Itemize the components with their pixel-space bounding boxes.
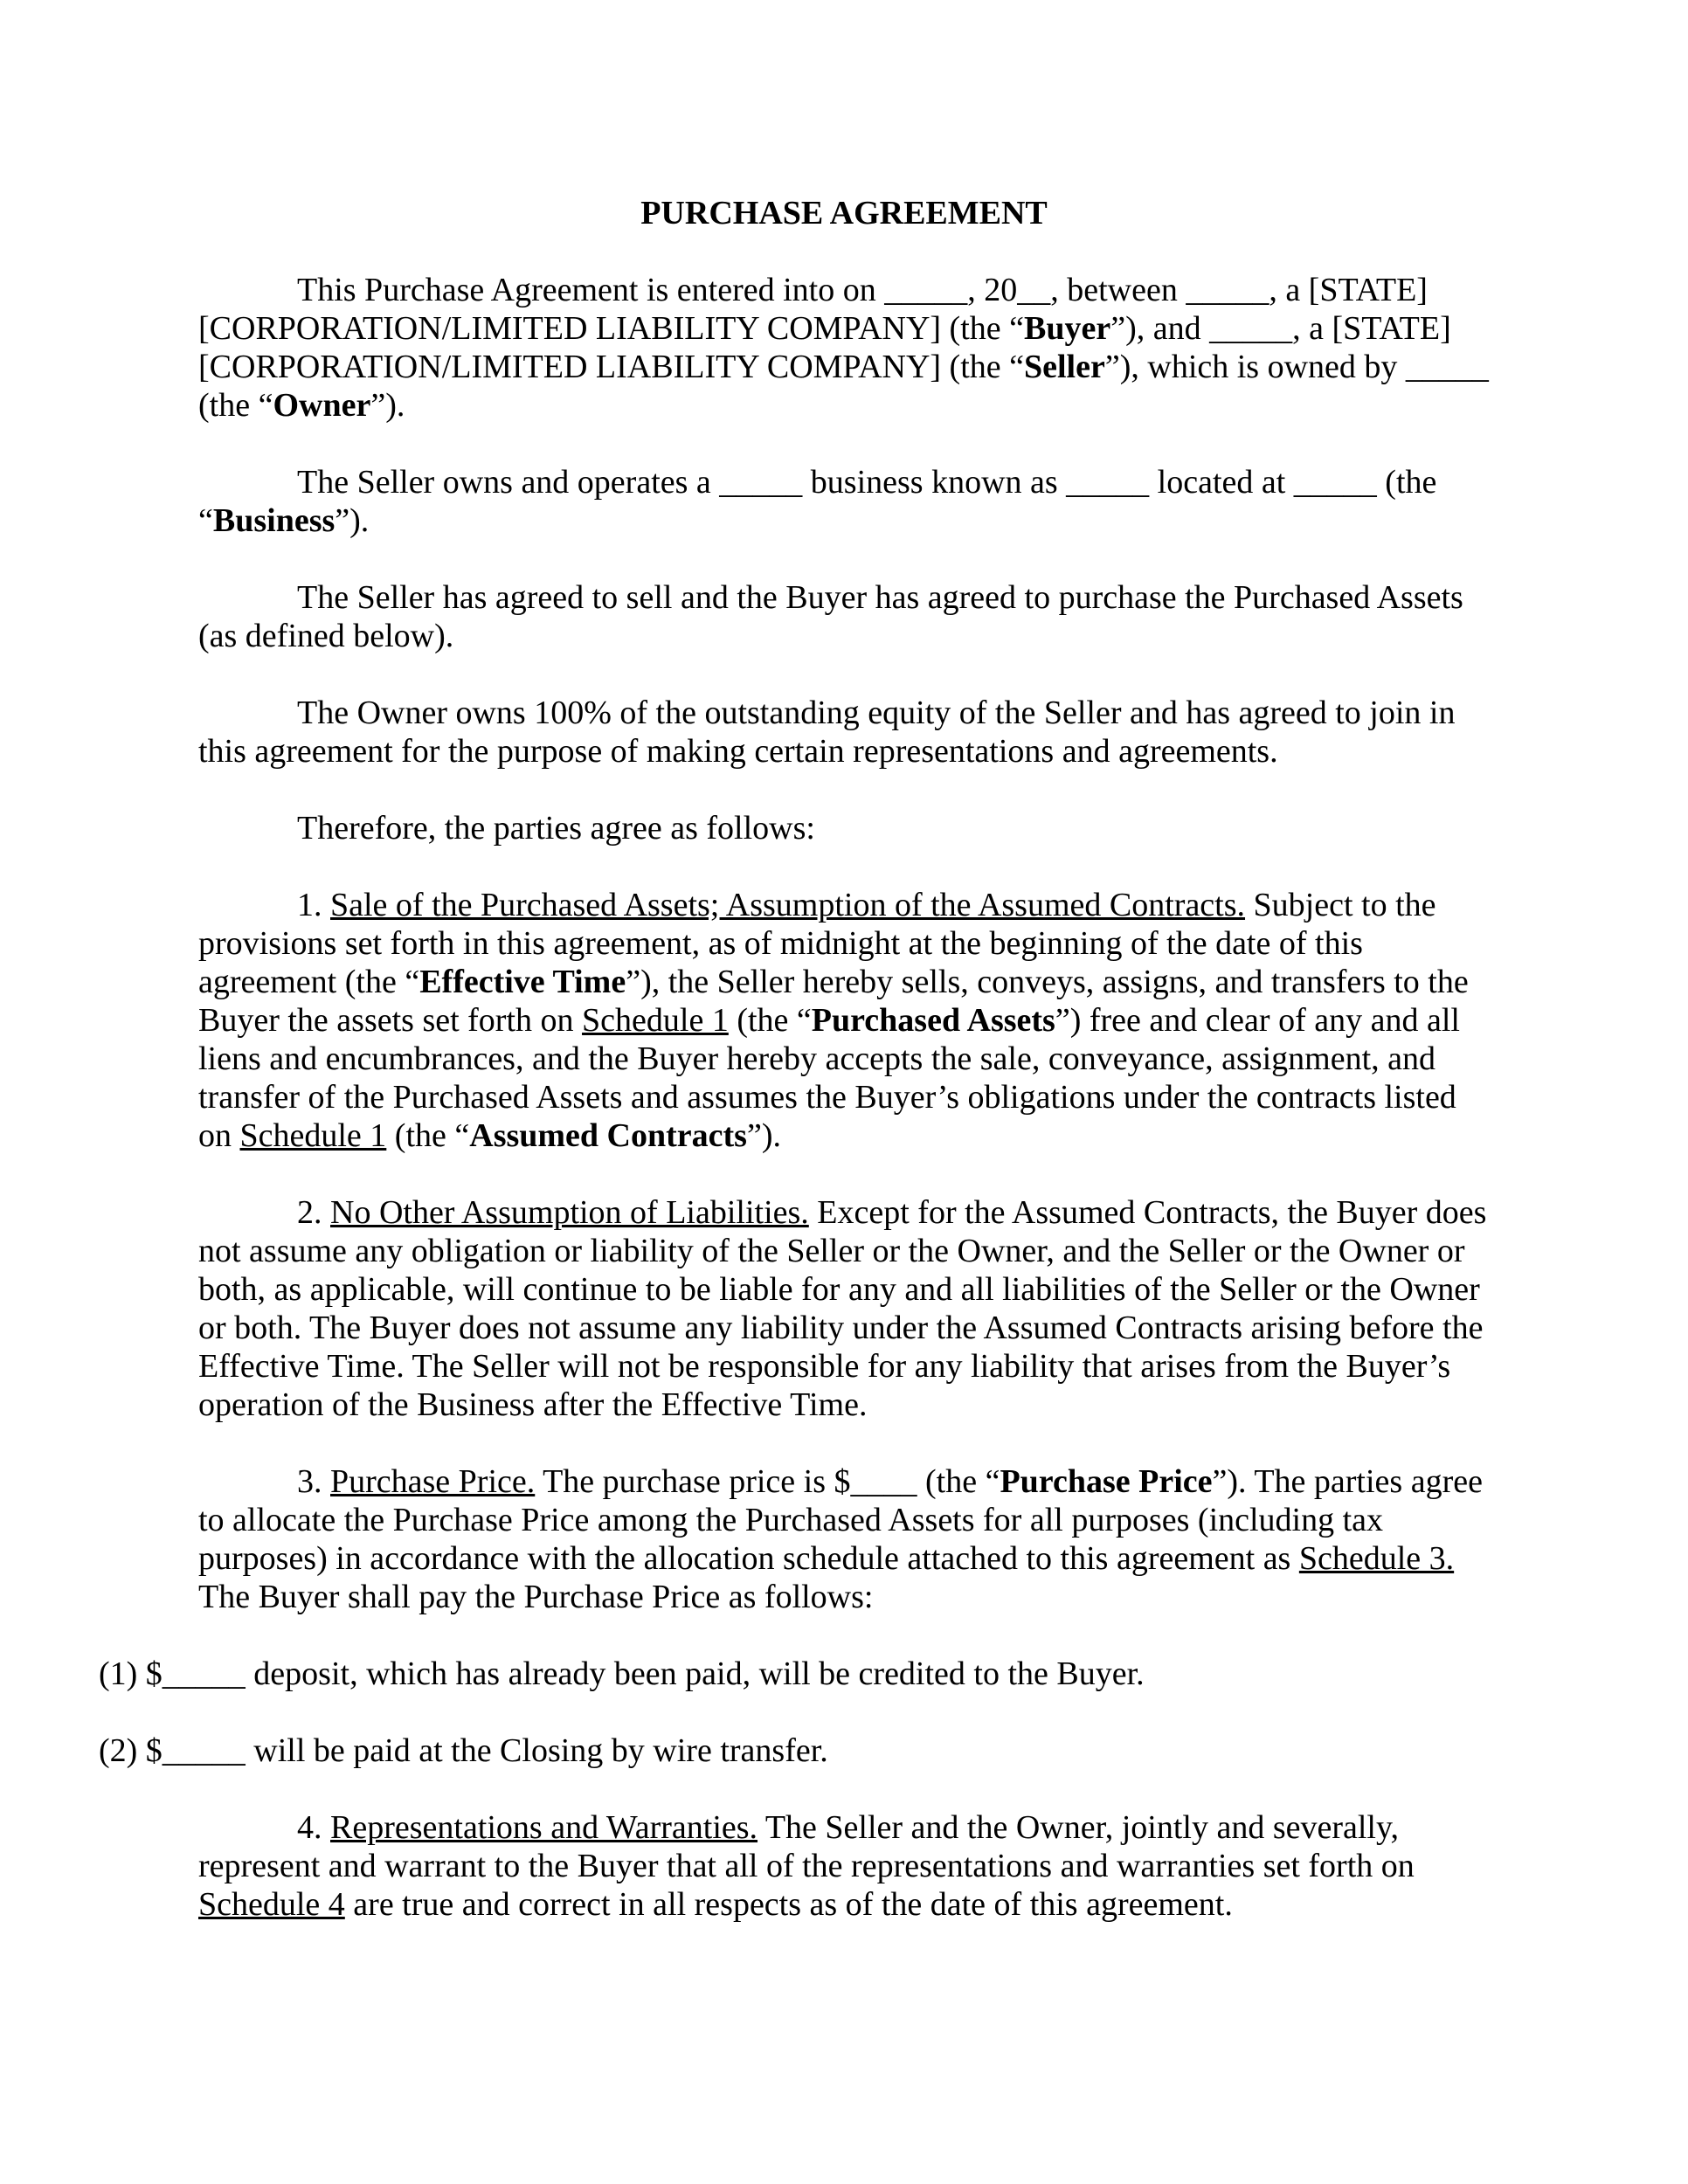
- text-run: 1.: [297, 887, 330, 923]
- text-run: 2.: [297, 1194, 330, 1231]
- owner-equity-recital-paragraph: [198, 694, 1490, 771]
- text-run: 4.: [297, 1809, 330, 1846]
- text-run: Schedule 1: [582, 1002, 729, 1039]
- text-run: Therefore, the parties agree as follows:: [297, 810, 815, 847]
- text-run: Schedule 4: [198, 1886, 345, 1923]
- text-run: (the “: [386, 1117, 470, 1154]
- text-run: The Owner owns 100% of the outstanding equity of the Seller and has agreed to join in this agreement for the purpose of making certain representations and agreements.: [198, 695, 1456, 770]
- payment-item-2: [99, 1731, 1490, 1770]
- text-run: ”), which is owned by _____ (the “: [198, 349, 1489, 424]
- text-run: (the “: [728, 1002, 812, 1039]
- section-3-purchase-price: [198, 1462, 1490, 1616]
- text-run: ”).: [370, 387, 405, 424]
- text-run: (2) $_____ will be paid at the Closing by wire transfer.: [99, 1732, 828, 1769]
- text-run: ”) free and clear of any and all liens and encumbrances, and the Buyer hereby accepts the sale, conveyance, assignment, and transfer of the Purchased Assets and assumes the Buyer’s obligations under the contracts listed on: [198, 1002, 1460, 1154]
- text-run: Schedule 1: [239, 1117, 387, 1154]
- text-run: are true and correct in all respects as of the date of this agreement.: [344, 1886, 1233, 1923]
- text-run: The Buyer shall pay the Purchase Price as follows:: [198, 1579, 874, 1615]
- text-run: The Seller owns and operates a _____ business known as _____ located at _____ (the “: [198, 464, 1437, 539]
- payment-item-1: [99, 1655, 1490, 1693]
- text-run: Assumed Contracts: [469, 1117, 747, 1154]
- business-recital-paragraph: [198, 463, 1490, 540]
- text-run: Sale of the Purchased Assets; Assumption of the Assumed Contracts.: [330, 887, 1246, 923]
- text-run: Buyer: [1024, 310, 1111, 347]
- text-run: ”), the Seller hereby sells, conveys, assigns, and transfers to the Buyer the assets set forth on: [198, 964, 1469, 1039]
- text-run: ”).: [746, 1117, 781, 1154]
- text-run: ”). The parties agree to allocate the Purchase Price among the Purchased Assets for all purposes (including tax purposes) in accordance with the allocation schedule attached to this agreement as: [198, 1463, 1483, 1577]
- text-run: No Other Assumption of Liabilities.: [330, 1194, 809, 1231]
- section-2-no-other-assumption-of-liabilities: [198, 1193, 1490, 1424]
- text-run: (1) $_____ deposit, which has already been paid, will be credited to the Buyer.: [99, 1655, 1145, 1692]
- text-run: Schedule 3.: [1298, 1540, 1455, 1577]
- text-run: Except for the Assumed Contracts, the Buyer does not assume any obligation or liability of the Seller or the Owner, and the Seller or the Owner or both, as applicable, will continue to be liable for any and all liabilities of the Seller or the Owner or both. The Buyer does not assume any liability under the Assumed Contracts arising before the Effective Time. The Seller will not be responsible for any liability that arises from the Buyer’s operation of the Business after the Effective Time.: [198, 1194, 1487, 1423]
- text-run: The Seller and the Owner, jointly and severally, represent and warrant to the Buyer that all of the representations and warranties set forth on: [198, 1809, 1415, 1884]
- text-run: Effective Time: [419, 964, 626, 1000]
- section-1-sale-of-purchased-assets: [198, 886, 1490, 1155]
- text-run: ”).: [335, 502, 370, 539]
- intro-parties-paragraph: [198, 271, 1490, 425]
- text-run: Representations and Warranties.: [330, 1809, 758, 1846]
- sale-recital-paragraph: [198, 578, 1490, 655]
- text-run: ”), and _____, a [STATE] [CORPORATION/LIMITED LIABILITY COMPANY] (the “: [198, 310, 1451, 385]
- text-run: 3.: [297, 1463, 330, 1500]
- text-run: Purchased Assets: [811, 1002, 1055, 1039]
- text-run: Purchase Price.: [330, 1463, 536, 1500]
- text-run: This Purchase Agreement is entered into on _____, 20__, between _____, a [STATE] [CORPORATION/LIMITED LIABILITY COMPANY] (the “: [198, 272, 1428, 347]
- text-run: Purchase Price: [1000, 1463, 1213, 1500]
- document-body: [99, 271, 1490, 1924]
- document-title: PURCHASE AGREEMENT: [640, 195, 1048, 232]
- text-run: Business: [212, 502, 336, 539]
- agreement-lead-in-paragraph: [198, 809, 1490, 847]
- text-run: Subject to the provisions set forth in this agreement, as of midnight at the beginning of the date of this agreement (the “: [198, 887, 1436, 1000]
- text-run: The Seller has agreed to sell and the Buyer has agreed to purchase the Purchased Assets (as defined below).: [198, 579, 1463, 654]
- section-4-representations-and-warranties: [198, 1808, 1490, 1924]
- text-run: The purchase price is $____ (the “: [535, 1463, 1000, 1500]
- text-run: Owner: [273, 387, 371, 424]
- text-run: Seller: [1024, 349, 1105, 385]
